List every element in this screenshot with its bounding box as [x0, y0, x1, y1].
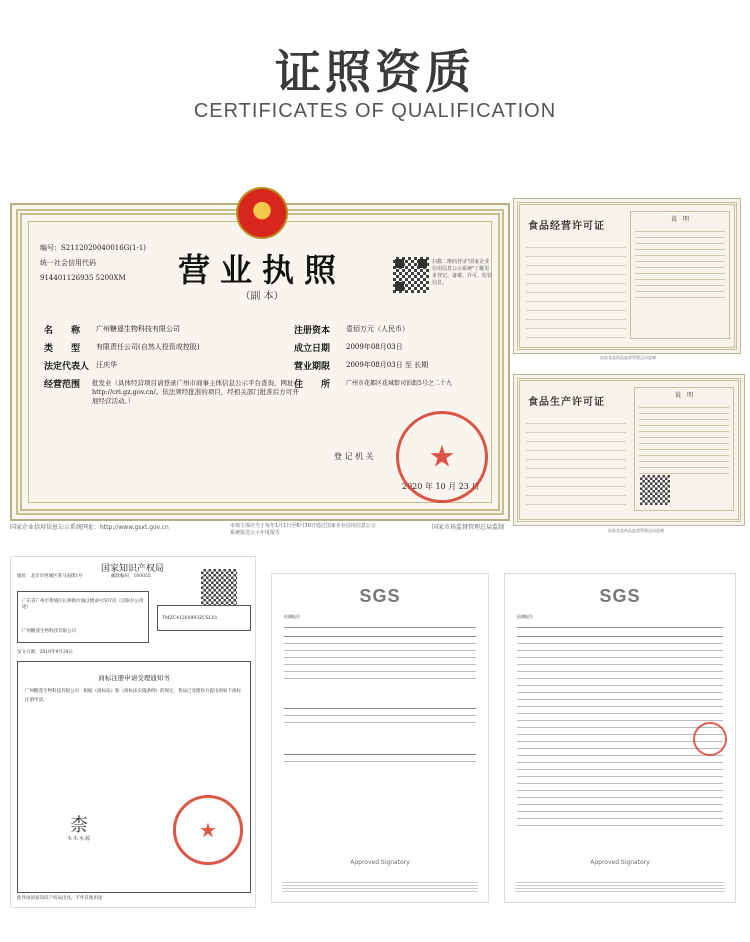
permit-fields — [526, 415, 626, 505]
license-footer-mid: 市场主体应当于每年1月1日至6月30日通过国家企业信用信息公示系统报送公示年度报告 — [230, 523, 376, 536]
page-subtitle: CERTIFICATES OF QUALIFICATION — [193, 100, 557, 122]
credit-code: 914401126935 5200XM — [40, 274, 126, 282]
credit-code-label: 统一社会信用代码 — [40, 259, 96, 267]
official-seal-icon — [396, 411, 488, 503]
applicant-box — [17, 591, 149, 643]
qr-note: 扫描二维码登录"国家企业信用信息公示系统"了解更多登记、备案、许可、监管信息。 — [432, 259, 493, 286]
permit-notes — [630, 211, 730, 339]
field-key: 注册资本 — [294, 326, 331, 336]
food-business-permit — [513, 198, 741, 354]
notes-title: 说 明 — [674, 392, 693, 399]
license-fields-right — [294, 323, 504, 403]
business-license — [10, 203, 510, 521]
report-header: 检测报告 — [284, 614, 476, 628]
logo-word: 木木水源 — [66, 836, 91, 842]
field-value: 广州市花都区花城街司铂街5号之二十九 — [346, 380, 452, 387]
permit-caption: 国家食品药品监督管理总局监制 — [600, 355, 656, 360]
sgs-report — [504, 573, 736, 903]
trademark-notice — [10, 556, 256, 908]
license-copy-label: （副 本） — [240, 291, 284, 302]
office-address: 地址：北京市西城区茶马南街1号 — [17, 574, 83, 579]
field-value: 有限责任公司(自然人投资或控股) — [96, 343, 200, 351]
report-signature: Approved Signatory — [590, 859, 650, 866]
license-footer-left: 国家企业信用信息公示系统网址：http://www.gsxt.gov.cn — [10, 524, 169, 531]
notes-lines — [639, 402, 729, 475]
permit-fields — [526, 239, 626, 338]
field-key: 住 所 — [294, 380, 331, 390]
license-title: 营业执照 — [177, 251, 346, 289]
notes-title: 说 明 — [670, 216, 689, 223]
field-key: 名 称 — [44, 326, 81, 336]
food-production-permit — [513, 374, 745, 526]
business-scope: 批发业（具体经营项目请登录广州市商事主体信息公示平台查询，网址：http://cri.gz.gov.cn/。依法须经批准的项目，经相关部门批准后方可开展经营活动。） — [92, 379, 300, 405]
sgs-logo: SGS — [359, 586, 401, 606]
license-fields-left — [44, 323, 264, 390]
report-table — [284, 636, 476, 684]
license-serial: 编号：S2112020040016G(1-1) — [40, 244, 147, 252]
applicant-name: 广州糖遥生物科技有限公司 — [22, 629, 76, 634]
code-box — [157, 605, 251, 631]
field-key: 类 型 — [44, 344, 81, 354]
field-key: 经营范围 — [44, 380, 81, 390]
sgs-logo: SGS — [599, 586, 641, 606]
notice-title: 商标注册申请受理通知书 — [98, 674, 170, 682]
star-icon: ★ — [199, 818, 217, 842]
permit-title: 食品生产许可证 — [528, 397, 605, 408]
report-footer — [282, 880, 478, 894]
registration-authority: 登 记 机 关 — [334, 452, 374, 461]
office-name: 国家知识产权局 — [101, 564, 165, 574]
page-title: 证照资质 — [275, 45, 475, 99]
qr-code-icon — [640, 475, 670, 505]
report-seal-icon — [693, 722, 727, 756]
issue-date: 发文日期：2019年9月24日 — [17, 650, 74, 655]
sgs-report — [271, 573, 489, 903]
report-signature: Approved Signatory — [350, 859, 410, 866]
notice-code: TMZC41260993ZCSL01 — [162, 616, 218, 621]
field-value: 壹佰万元（人民币） — [346, 325, 409, 333]
permit-caption: 国家食品药品监督管理总局监制 — [608, 528, 664, 533]
notes-lines — [635, 226, 725, 302]
report-header: 检测报告 — [517, 614, 723, 628]
report-table — [284, 708, 476, 728]
national-emblem-icon — [236, 187, 288, 239]
star-icon: ★ — [428, 439, 456, 475]
qr-code-icon — [393, 257, 429, 293]
license-footer-right: 国家市场监督管理总局监制 — [432, 524, 505, 531]
notice-footer: 此件由国家知识产权局出具，不作其他用途 — [17, 896, 103, 901]
report-table — [517, 636, 723, 832]
report-footer — [515, 880, 725, 894]
field-value: 2009年08月03日 — [346, 343, 403, 351]
license-date: 2020 年 10 月 23 日 — [402, 482, 480, 491]
applicant-address: 广东省广州市黄埔区长洲街沙涌(2楼)8号507房（仅限办公用途） — [22, 599, 144, 610]
field-value: 汪庆华 — [96, 361, 117, 369]
permit-title: 食品经营许可证 — [528, 221, 605, 232]
postcode: 邮政编码：100055 — [111, 574, 151, 579]
notice-body: 广州糖遥生物科技有限公司：根据《商标法》和《商标法实施条例》的规定，我局已受理你方提出的如下商标注册申请。 — [25, 689, 241, 703]
trademark-logo — [59, 817, 99, 842]
field-value: 广州糖遥生物科技有限公司 — [96, 325, 180, 333]
field-value: 2009年08月03日 至 长期 — [346, 361, 429, 369]
field-key: 营业期限 — [294, 362, 331, 372]
official-seal-icon — [173, 795, 243, 865]
logo-mark-icon: 柰 — [70, 815, 88, 836]
field-key: 法定代表人 — [44, 362, 90, 372]
report-table — [284, 754, 476, 768]
qr-code-icon — [201, 569, 237, 605]
field-key: 成立日期 — [294, 344, 331, 354]
